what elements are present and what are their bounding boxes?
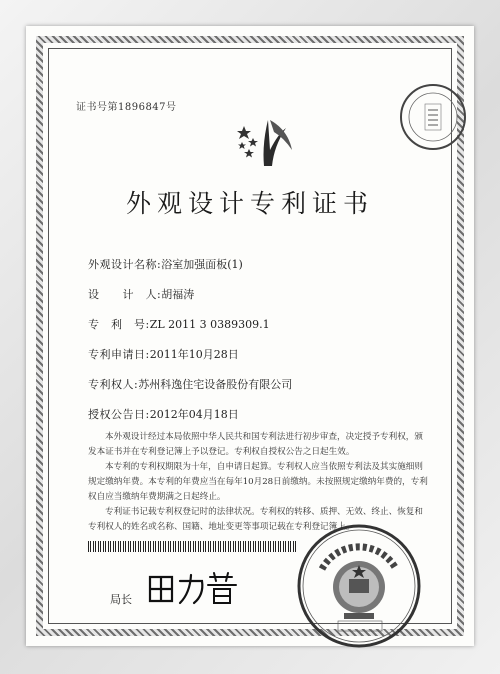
patentee-label: 专利权人: — [88, 378, 139, 391]
patentee-value: 苏州科逸住宅设备股份有限公司 — [138, 378, 293, 391]
body-paragraph: 专利证书记载专利权登记时的法律状况。专利权的转移、质押、无效、终止、恢复和专利权人的姓名或名称、国籍、地址变更等事项记载在专利登记簿上。 — [88, 507, 423, 532]
registration-stamp-icon — [398, 82, 468, 152]
design-name-value: 浴室加强面板(1) — [161, 258, 243, 271]
patent-number-label: 专 利 号: — [88, 318, 150, 331]
patent-number-row — [88, 316, 270, 332]
director-label: 局长 — [110, 593, 132, 606]
barcode — [88, 541, 296, 552]
design-name-row — [88, 256, 243, 272]
designer-row — [88, 286, 194, 302]
designer-value: 胡福涛 — [161, 288, 195, 301]
official-seal-icon — [294, 521, 424, 651]
filing-date-value: 2011年10月28日 — [149, 348, 239, 361]
body-paragraph: 本外观设计经过本局依照中华人民共和国专利法进行初步审查，决定授予专利权，颁发本证书并在专利登记簿上予以登记。专利权自授权公告之日起生效。 — [88, 432, 423, 457]
design-name-label: 外观设计名称: — [88, 258, 162, 271]
certificate-title: 外观设计专利证书 — [125, 189, 374, 218]
filing-date-label: 专利申请日: — [88, 348, 150, 361]
patent-office-emblem-icon — [234, 116, 296, 172]
grant-date-label: 授权公告日: — [88, 408, 150, 421]
director-signature — [144, 569, 244, 609]
grant-date-row — [88, 406, 239, 422]
certificate-body-text — [88, 430, 428, 535]
body-paragraph: 本专利的专利权期限为十年，自申请日起算。专利权人应当依照专利法及其实施细则规定缴纳年费。本专利的年费应当在每年10月28日前缴纳。未按照规定缴纳年费的，专利权自应当缴纳年费期满之日起终止。 — [88, 462, 428, 502]
certificate-paper — [26, 26, 474, 646]
filing-date-row — [88, 346, 239, 362]
grant-date-value: 2012年04月18日 — [149, 408, 239, 421]
patent-number-value: ZL 2011 3 0389309.1 — [149, 318, 270, 331]
patentee-row — [88, 376, 292, 392]
certificate-number: 证书号第1896847号 — [76, 102, 177, 113]
designer-label: 设 计 人: — [88, 288, 162, 301]
